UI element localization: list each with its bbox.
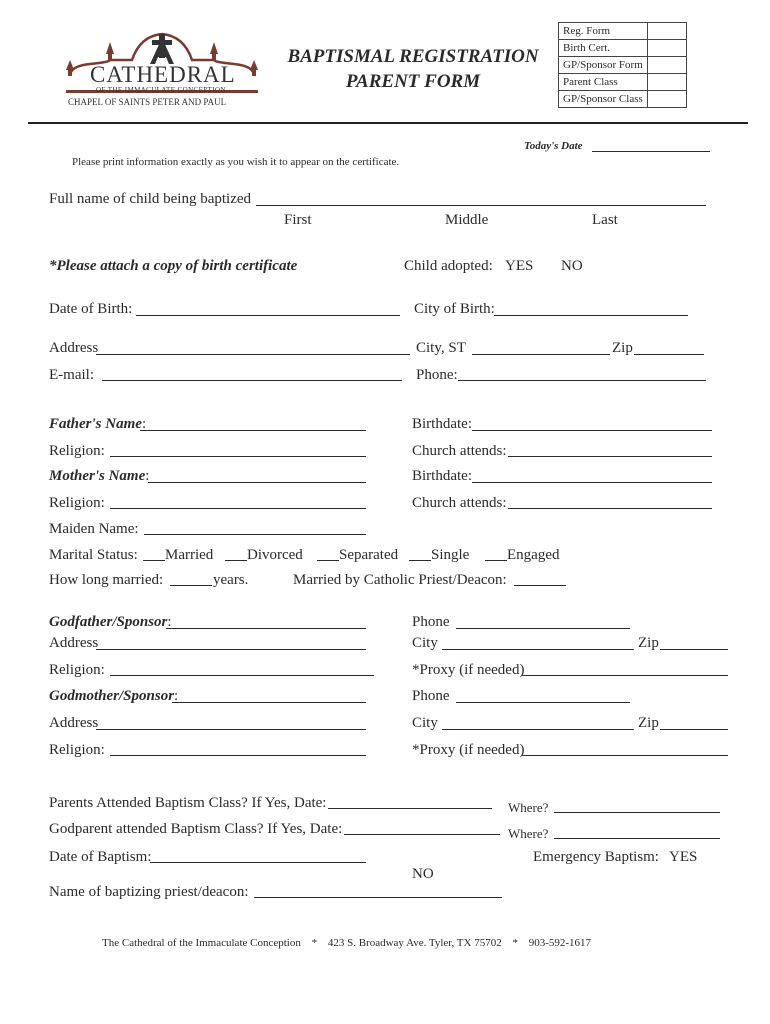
title-line-1: BAPTISMAL REGISTRATION — [287, 46, 539, 67]
mother-church-label: Church attends: — [412, 495, 507, 511]
logo-chapel-text: CHAPEL OF SAINTS PETER AND PAUL — [68, 97, 227, 107]
address-field[interactable] — [96, 354, 410, 355]
logo-sub-text: OF THE IMMACULATE CONCEPTION — [96, 86, 226, 94]
godmother-city-field[interactable] — [442, 729, 634, 730]
mother-church-field[interactable] — [508, 508, 712, 509]
dob-field[interactable] — [136, 315, 400, 316]
godfather-phone-label: Phone — [412, 614, 450, 630]
priest-name-label: Name of baptizing priest/deacon: — [49, 884, 249, 900]
father-church-label: Church attends: — [412, 443, 507, 459]
checklist-row — [559, 40, 687, 57]
checklist-row — [559, 23, 687, 40]
godmother-phone-field[interactable] — [456, 702, 630, 703]
child-adopted-label: Child adopted: — [404, 258, 493, 274]
checklist-row — [559, 74, 687, 91]
city-st-field[interactable] — [472, 354, 610, 355]
married-by-field[interactable] — [514, 585, 566, 586]
godmother-address-field[interactable] — [96, 729, 366, 730]
checklist-row — [559, 57, 687, 74]
date-of-baptism-label: Date of Baptism: — [49, 849, 152, 865]
engaged-checkline[interactable] — [485, 560, 507, 561]
godparent-class-date-field[interactable] — [344, 834, 500, 835]
checklist-box[interactable] — [647, 57, 686, 74]
father-name-field[interactable] — [140, 430, 366, 431]
engaged-option: Engaged — [507, 547, 560, 563]
years-label: years. — [213, 572, 249, 588]
single-option: Single — [431, 547, 470, 563]
checklist-box[interactable] — [647, 23, 686, 40]
emergency-no-option[interactable]: NO — [412, 866, 434, 882]
footer — [102, 937, 591, 949]
footer-phone: 903-592-1617 — [528, 937, 592, 949]
how-long-married-label: How long married: — [49, 572, 164, 588]
checklist-label: GP/Sponsor Class — [559, 91, 648, 108]
zip-label: Zip — [612, 340, 633, 356]
city-of-birth-label: City of Birth: — [414, 301, 495, 317]
checklist-box[interactable] — [647, 74, 686, 91]
title-line-2: PARENT FORM — [345, 71, 481, 92]
priest-name-field[interactable] — [254, 897, 502, 898]
parents-where-field[interactable] — [554, 812, 720, 813]
godfather-proxy-field[interactable] — [522, 675, 728, 676]
godmother-city-label: City — [412, 715, 438, 731]
checklist-label: Reg. Form — [559, 23, 648, 40]
zip-field[interactable] — [634, 354, 704, 355]
godmother-address-label: Address — [49, 715, 99, 731]
first-label: First — [284, 212, 312, 228]
date-of-baptism-field[interactable] — [150, 862, 366, 863]
city-st-label: City, ST — [416, 340, 466, 356]
married-option: Married — [165, 547, 214, 563]
checklist-label: Birth Cert. — [559, 40, 648, 57]
instruction-text: Please print information exactly as you wish it to appear on the certificate. — [72, 156, 400, 168]
father-birthdate-field[interactable] — [472, 430, 712, 431]
mother-name-label: Mother's Name: — [49, 468, 150, 484]
cathedral-logo — [62, 30, 262, 110]
checklist-box[interactable] — [647, 91, 686, 108]
city-of-birth-field[interactable] — [494, 315, 688, 316]
birth-cert-note: *Please attach a copy of birth certificate — [49, 258, 298, 274]
separated-option: Separated — [339, 547, 399, 563]
marital-status-label: Marital Status: — [49, 547, 138, 563]
godmother-religion-field[interactable] — [110, 755, 366, 756]
separated-checkline[interactable] — [317, 560, 339, 561]
mother-religion-field[interactable] — [110, 508, 366, 509]
dob-label: Date of Birth: — [49, 301, 133, 317]
footer-star-icon: * — [311, 937, 318, 949]
child-name-label: Full name of child being baptized — [49, 191, 252, 207]
godfather-zip-label: Zip — [638, 635, 659, 651]
mother-birthdate-label: Birthdate: — [412, 468, 472, 484]
emergency-baptism-label: Emergency Baptism: — [533, 849, 659, 865]
logo-main-text: CATHEDRAL — [90, 62, 236, 87]
godfather-city-label: City — [412, 635, 438, 651]
form-title — [268, 44, 558, 94]
adopted-yes-option[interactable]: YES — [505, 258, 534, 274]
child-name-field[interactable] — [256, 205, 706, 206]
middle-label: Middle — [445, 212, 489, 228]
godfather-phone-field[interactable] — [456, 628, 630, 629]
mother-birthdate-field[interactable] — [472, 482, 712, 483]
parents-where-label: Where? — [508, 800, 549, 815]
checklist-label: GP/Sponsor Form — [559, 57, 648, 74]
todays-date-label: Today's Date — [524, 140, 583, 152]
email-label: E-mail: — [49, 367, 94, 383]
todays-date-field[interactable] — [592, 151, 710, 152]
office-checklist — [558, 22, 687, 108]
godmother-name-field[interactable] — [172, 702, 366, 703]
godparent-where-field[interactable] — [554, 838, 720, 839]
godfather-label: Godfather/Sponsor: — [49, 614, 172, 630]
godmother-phone-label: Phone — [412, 688, 450, 704]
godmother-religion-label: Religion: — [49, 742, 105, 758]
footer-church: The Cathedral of the Immaculate Conception — [102, 937, 301, 949]
phone-label: Phone: — [416, 367, 458, 383]
maiden-name-field[interactable] — [144, 534, 366, 535]
godfather-city-field[interactable] — [442, 649, 634, 650]
godfather-proxy-label: *Proxy (if needed) — [412, 662, 525, 678]
godfather-religion-field[interactable] — [110, 675, 374, 676]
last-label: Last — [592, 212, 618, 228]
mother-religion-label: Religion: — [49, 495, 105, 511]
divorced-checkline[interactable] — [225, 560, 247, 561]
parents-class-label: Parents Attended Baptism Class? If Yes, Date: — [49, 795, 327, 811]
footer-star-icon: * — [512, 937, 518, 949]
godparent-class-label: Godparent attended Baptism Class? If Yes, Date: — [49, 821, 343, 837]
single-checkline[interactable] — [409, 560, 431, 561]
married-by-label: Married by Catholic Priest/Deacon: — [293, 572, 507, 588]
father-name-label: Father's Name: — [49, 416, 147, 432]
email-field[interactable] — [102, 380, 402, 381]
maiden-name-label: Maiden Name: — [49, 521, 139, 537]
godmother-proxy-field[interactable] — [522, 755, 728, 756]
phone-field[interactable] — [458, 380, 706, 381]
godmother-zip-field[interactable] — [660, 729, 728, 730]
footer-address: 423 S. Broadway Ave. Tyler, TX 75702 — [327, 937, 502, 949]
checklist-label: Parent Class — [559, 74, 648, 91]
godfather-zip-field[interactable] — [660, 649, 728, 650]
godmother-label: Godmother/Sponsor: — [49, 688, 179, 704]
godfather-religion-label: Religion: — [49, 662, 105, 678]
father-religion-label: Religion: — [49, 443, 105, 459]
address-label: Address — [49, 340, 99, 356]
father-church-field[interactable] — [508, 456, 712, 457]
father-religion-field[interactable] — [110, 456, 366, 457]
godfather-name-field[interactable] — [166, 628, 366, 629]
godparent-where-label: Where? — [508, 826, 549, 841]
divorced-option: Divorced — [247, 547, 303, 563]
godmother-zip-label: Zip — [638, 715, 659, 731]
godmother-proxy-label: *Proxy (if needed) — [412, 742, 525, 758]
header-divider — [28, 122, 748, 124]
married-checkline[interactable] — [143, 560, 165, 561]
parents-class-date-field[interactable] — [328, 808, 492, 809]
godfather-address-field[interactable] — [96, 649, 366, 650]
checklist-row — [559, 91, 687, 108]
years-married-field[interactable] — [170, 585, 212, 586]
adopted-no-option[interactable]: NO — [561, 258, 583, 274]
godfather-address-label: Address — [49, 635, 99, 651]
mother-name-field[interactable] — [148, 482, 366, 483]
emergency-yes-option[interactable]: YES — [669, 849, 698, 865]
checklist-box[interactable] — [647, 40, 686, 57]
father-birthdate-label: Birthdate: — [412, 416, 472, 432]
